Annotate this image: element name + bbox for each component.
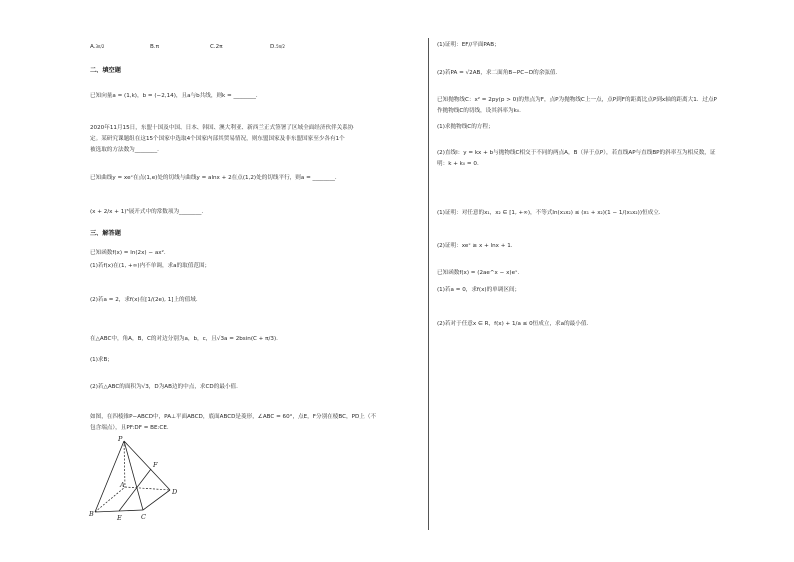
question-18-part-1: (1)求B；: [90, 357, 113, 363]
question-14-line-3: 被选取的方法数为________.: [90, 147, 159, 153]
question-18-part-2: (2)若△ABC的面积为√3，D为AB边的中点，求CD的最小值.: [90, 384, 238, 390]
question-18-stem: 在△ABC中，角A，B，C的对边分别为a，b，c，且√3a = 2bsin(C + π/3).: [90, 336, 278, 342]
section-answer-title: 三、解答题: [90, 230, 121, 237]
option-b: B.π: [150, 44, 159, 50]
question-19-stem-line-2: 包含端点），且PF:DF = BE:CE.: [90, 425, 169, 431]
question-21-part-2: (2)证明：xeˣ ≥ x + lnx + 1.: [437, 243, 513, 249]
question-15: 已知曲线y = xeˣ在点(1,e)处的切线与曲线y = alnx + 2在点(1,2)处的切线平行，则a = ________.: [90, 175, 337, 181]
question-14-line-2: 定。某研究课题组在这15个国家中选取4个国家内部其贸易情况，则东盟国家及非东盟国家至少各有1个: [90, 136, 345, 142]
question-20-part-1: (1)求抛物线C的方程；: [437, 124, 494, 130]
column-divider: [428, 38, 429, 530]
question-13: 已知向量a = (1,k)，b = (−2,14)，且a与b共线，则k = ________.: [90, 93, 258, 99]
label-P: P: [118, 435, 123, 443]
label-C: C: [141, 513, 146, 521]
question-19-part-1: (1)证明：EF//平面PAB；: [437, 42, 500, 48]
question-17-part-1: (1)若f(x)在(1, +∞)内不单调，求a的取值范围；: [90, 263, 211, 269]
label-B: B: [89, 510, 94, 518]
option-c: C.2π: [210, 44, 223, 50]
question-22-stem: 已知函数f(x) = (2ae^x − x)eˣ.: [437, 270, 520, 276]
option-d: D.5π/2: [270, 44, 285, 50]
label-F: F: [153, 461, 158, 469]
pyramid-figure: [88, 432, 188, 522]
question-20-part-2-line-2: 明：k + k₀ = 0.: [437, 161, 479, 167]
question-17-stem: 已知函数f(x) = ln(2x) − ax².: [90, 250, 166, 256]
question-20-stem-line-2: 作抛物线C的切线，设其斜率为k₀.: [437, 108, 521, 114]
question-20-part-2-line-1: (2)直线l：y = kx + b与抛物线C相交于不同的两点A，B（异于点P），若直线AP与直线BP的斜率互为相反数，证: [437, 150, 716, 156]
question-19-stem-line-1: 如图，在四棱锥P−ABCD中，PA⊥平面ABCD，底面ABCD是菱形，∠ABC = 60°，点E，F分别在棱BC，PD上（不: [90, 414, 377, 420]
question-14-line-1: 2020年11月15日，东盟十国及中国、日本、韩国、澳大利亚、新西兰正式签署了区域全面经济伙伴关系协: [90, 125, 354, 131]
question-21-part-1: (1)证明：对任意的x₁，x₂ ∈ [1, +∞)，不等式ln(x₁x₂) ≤ (x₁ + x₂)(1 − 1/(x₁x₂))恒成立.: [437, 210, 661, 216]
question-19-part-2: (2)若PA = √2AB，求二面角B−PC−D的余弦值.: [437, 70, 558, 76]
question-22-part-1: (1)若a = 0，求f(x)的单调区间；: [437, 287, 521, 293]
label-A: A: [120, 481, 125, 489]
label-D: D: [172, 488, 178, 496]
option-a: A.3π/2: [90, 44, 105, 50]
question-16: (x + 2/x + 1)⁵展开式中的常数项为________.: [90, 209, 204, 215]
section-fill-blank-title: 二、填空题: [90, 67, 121, 74]
label-E: E: [117, 514, 122, 522]
question-17-part-2: (2)若a = 2，求f(x)在[1/(2e), 1]上的值域.: [90, 297, 198, 303]
question-22-part-2: (2)若对于任意x ∈ R，f(x) + 1/a ≤ 0恒成立，求a的最小值.: [437, 321, 589, 327]
question-20-stem-line-1: 已知抛物线C：x² = 2py(p > 0)的焦点为F，点P为抛物线C上一点，点P到F的距离比点P到x轴的距离大1．过点P: [437, 97, 717, 103]
